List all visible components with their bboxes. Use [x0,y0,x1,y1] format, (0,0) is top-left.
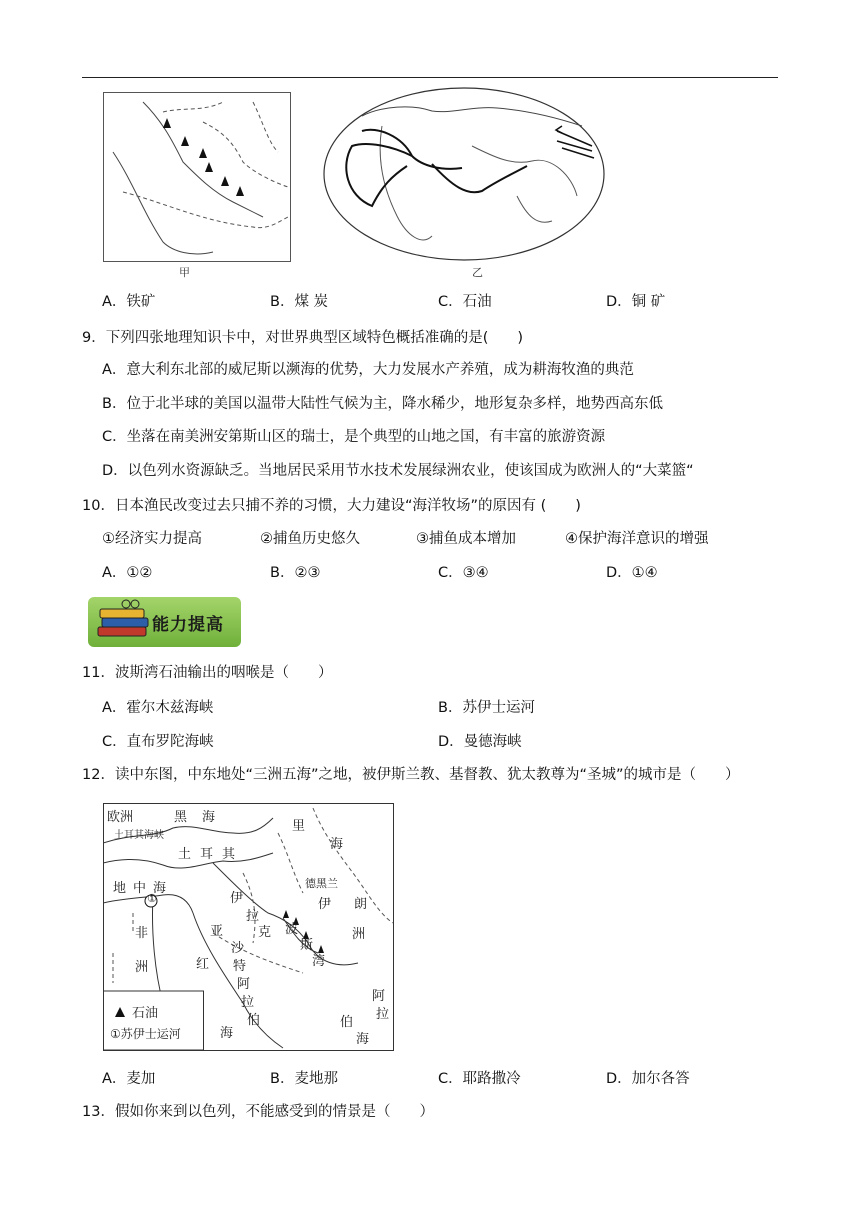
map-label-asia-2: 洲 [352,927,366,942]
q13-stem: 13．假如你来到以色列，不能感受到的情景是（ ） [82,1104,434,1120]
q9-stem: 9．下列四张地理知识卡中，对世界典型区域特色概括准确的是( ) [82,330,524,346]
figure-label-yi: 乙 [472,266,483,279]
q8-option-a[interactable]: A．铁矿 [102,294,156,310]
map-label-saudi-2: 特 [233,959,247,974]
map-label-africa-1: 非 [135,926,149,941]
q10-option-a[interactable]: A．①② [102,565,153,581]
q11-option-c[interactable]: C．直布罗陀海峡 [102,734,214,750]
map-label-africa-2: 洲 [135,960,149,975]
map-label-saudi-4: 拉 [241,995,255,1010]
map-label-turkey-2: 耳 [200,847,214,862]
q8-option-b[interactable]: B．煤 炭 [270,294,329,310]
q8-option-d[interactable]: D．铜 矿 [606,294,666,310]
map-label-gulf-3: 湾 [312,954,326,969]
map-label-asia: 亚 [210,924,224,939]
map-label-arabian-sea-3: 伯 [340,1015,354,1030]
q11-stem: 11．波斯湾石油输出的咽喉是（ ） [82,665,333,681]
map-label-saudi-1: 沙 [231,941,245,956]
q9-option-c[interactable]: C．坐落在南美洲安第斯山区的瑞士，是个典型的山地之国，有丰富的旅游资源 [102,429,606,445]
q10-option-b[interactable]: B．②③ [270,565,321,581]
map-label-turkey-3: 其 [222,847,236,862]
map-label-black-1: 黑 [174,810,188,825]
map-label-saudi-3: 阿 [237,977,251,992]
legend-suez-canal: ①苏伊士运河 [110,1027,181,1041]
map-label-tehran: 德黑兰 [305,877,338,890]
q10-option-d[interactable]: D．①④ [606,565,658,581]
q10-item-1: ①经济实力提高 [102,531,202,547]
map-label-red-sea-2: 海 [220,1026,234,1041]
q12-option-b[interactable]: B．麦地那 [270,1071,338,1087]
map-label-arabian-sea-4: 海 [356,1032,370,1047]
q9-option-b[interactable]: B．位于北半球的美国以温带大陆性气候为主，降水稀少，地形复杂多样，地势西高东低 [102,396,663,412]
q12-option-d[interactable]: D．加尔各答 [606,1071,690,1087]
q10-option-c[interactable]: C．③④ [438,565,489,581]
map-label-saudi-5: 伯 [247,1013,261,1028]
q9-option-a[interactable]: A．意大利东北部的威尼斯以濒海的优势，大力发展水产养殖，成为耕海牧渔的典范 [102,362,634,378]
map-label-turkish-straits: 土耳其海峡 [114,830,164,841]
map-label-caspian-2: 海 [330,837,344,852]
map-label-canal-marker: ① [147,892,157,905]
map-label-iraq-3: 克 [258,925,272,940]
map-label-med-1: 地 [113,881,127,896]
map-label-iraq-2: 拉 [246,909,260,924]
q10-item-2: ②捕鱼历史悠久 [260,531,360,547]
legend-oil: 石油 [132,1006,159,1021]
q8-option-c[interactable]: C．石油 [438,294,492,310]
q11-option-b[interactable]: B．苏伊士运河 [438,700,535,716]
map-label-arabian-sea-1: 阿 [372,989,386,1004]
books-icon [92,597,156,647]
map-label-turkey-1: 土 [178,847,192,862]
map-label-iran-1: 伊 [318,897,332,912]
q12-stem: 12．读中东图，中东地处“三洲五海”之地，被伊斯兰教、基督教、犹太教尊为“圣城”的城市是（ ） [82,767,740,783]
map-label-iraq-1: 伊 [230,891,244,906]
map-label-black-2: 海 [202,810,216,825]
q10-item-3: ③捕鱼成本增加 [416,531,516,547]
map-label-gulf-1: 波 [285,922,299,937]
map-label-med-3: 海 [153,881,167,896]
figure-label-jia: 甲 [179,266,190,279]
q11-option-d[interactable]: D．曼德海峡 [438,734,522,750]
top-rule [82,77,778,78]
q9-option-d[interactable]: D．以色列水资源缺乏。当地居民采用节水技术发展绿洲农业，使该国成为欧洲人的“大菜篮“ [102,463,694,479]
map-label-arabian-sea-2: 拉 [376,1007,390,1022]
map-label-gulf-2: 斯 [300,938,314,953]
map-persian-gulf-oil [103,92,291,262]
map-label-europe: 欧洲 [107,810,134,825]
q10-stem: 10．日本渔民改变过去只捕不养的习惯，大力建设“海洋牧场”的原因有 ( ) [82,498,581,514]
q12-option-a[interactable]: A．麦加 [102,1071,156,1087]
map-label-med-2: 中 [133,881,147,896]
map-label-iran-2: 朗 [354,897,368,912]
q12-option-c[interactable]: C．耶路撒冷 [438,1071,521,1087]
map-oil-export-routes [322,86,606,262]
section-badge-label: 能力提高 [152,615,224,635]
section-badge [88,597,241,647]
q11-option-a[interactable]: A．霍尔木兹海峡 [102,700,214,716]
q10-item-4: ④保护海洋意识的增强 [565,531,709,547]
map-label-red-sea-1: 红 [196,957,210,972]
map-label-caspian-1: 里 [292,819,306,834]
